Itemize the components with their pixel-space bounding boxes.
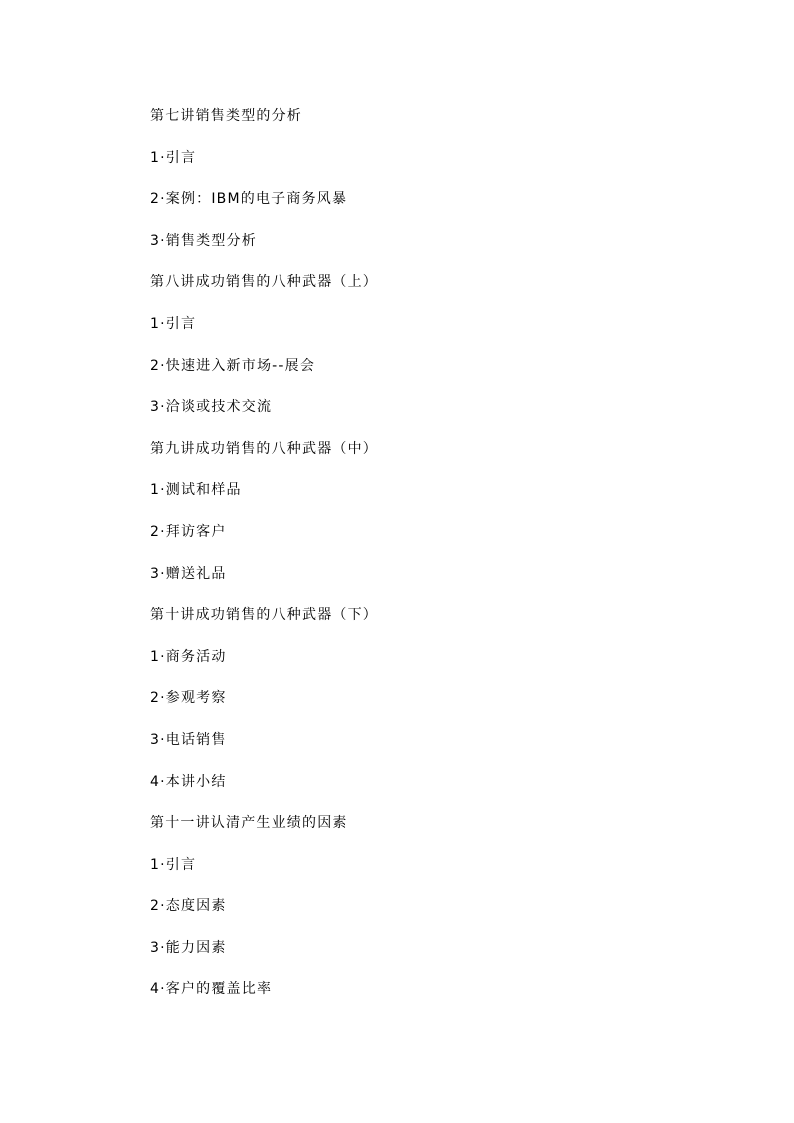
list-item: 2·快速进入新市场--展会 — [150, 357, 316, 374]
list-item: 1·测试和样品 — [150, 482, 242, 499]
chapter-heading-9: 第九讲成功销售的八种武器（中） — [150, 440, 378, 457]
chapter-heading-10: 第十讲成功销售的八种武器（下） — [150, 607, 378, 624]
list-item: 4·客户的覆盖比率 — [150, 981, 273, 998]
list-item: 1·引言 — [150, 315, 197, 332]
chapter-heading-11: 第十一讲认清产生业绩的因素 — [150, 815, 348, 832]
chapter-heading-7: 第七讲销售类型的分析 — [150, 108, 302, 124]
list-item: 2·态度因素 — [150, 898, 227, 915]
list-item: 1·商务活动 — [150, 648, 227, 665]
list-item: 1·引言 — [150, 149, 197, 166]
list-item: 4·本讲小结 — [150, 773, 227, 790]
chapter-heading-8: 第八讲成功销售的八种武器（上） — [150, 274, 378, 291]
list-item: 3·能力因素 — [150, 939, 227, 956]
list-item: 3·电话销售 — [150, 731, 227, 748]
list-item: 3·销售类型分析 — [150, 232, 257, 249]
document-body — [150, 104, 750, 1019]
list-item: 3·洽谈或技术交流 — [150, 399, 273, 416]
list-item: 3·赠送礼品 — [150, 565, 227, 582]
list-item: 2·案例：IBM的电子商务风暴 — [150, 191, 348, 208]
list-item: 2·参观考察 — [150, 690, 227, 707]
list-item: 2·拜访客户 — [150, 523, 227, 540]
list-item: 1·引言 — [150, 856, 197, 873]
